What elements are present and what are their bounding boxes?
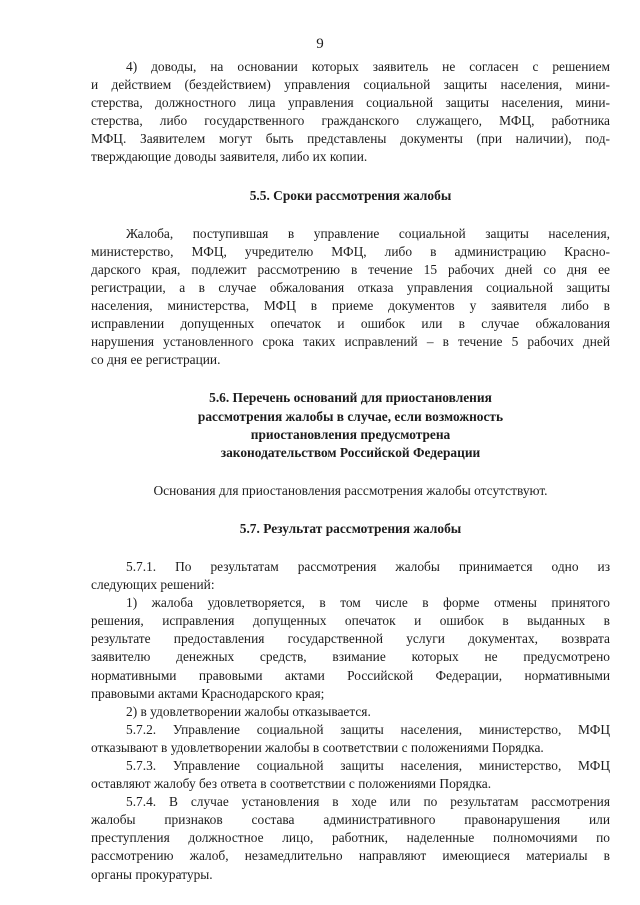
- text-line: законодательством Российской Федерации: [220, 444, 481, 460]
- text-line: министерство, МФЦ, учредителю МФЦ, либо в администрацию Красно-: [91, 243, 610, 259]
- paragraph: [91, 703, 610, 721]
- section-heading: [91, 520, 610, 538]
- text-line: 5.7.3. Управление социальной защиты населения, министерство, МФЦ: [126, 758, 610, 773]
- text-line: нарушения установленного срока таких исправлений – в течение 5 рабочих дней: [91, 334, 610, 350]
- page-number: 9: [316, 36, 324, 52]
- text-line: Основания для приостановления рассмотрения жалобы отсутствуют.: [153, 482, 548, 498]
- text-line: 5.6. Перечень оснований для приостановления: [209, 390, 492, 406]
- text-line: 5.7.2. Управление социальной защиты населения, министерство, МФЦ: [126, 721, 610, 737]
- text-line: преступления должностное лицо, работник, наделенные полномочиями по: [91, 830, 610, 846]
- paragraph: [91, 721, 610, 757]
- text-line: 4) доводы, на основании которых заявитель не согласен с решением: [126, 59, 610, 74]
- text-line: стерства, либо государственного гражданского служащего, МФЦ, работника: [91, 113, 610, 129]
- text-line: заявителю денежных средств, взимание которых не предусмотрено: [91, 649, 610, 665]
- paragraph: [91, 225, 610, 370]
- section-heading: [91, 187, 610, 205]
- text-line: рассмотрения жалобы в случае, если возможность: [197, 408, 504, 424]
- text-line: регистрации, а в случае обжалования отказа управления социальной защиты: [91, 279, 610, 295]
- text-line: правовыми актами Краснодарского края;: [91, 685, 325, 701]
- paragraph: [91, 757, 610, 793]
- centered-paragraph: [91, 482, 610, 500]
- text-line: жалобы признаков состава административного правонарушения или: [91, 812, 610, 828]
- text-line: стерства, должностного лица управления социальной защиты населения, мини-: [91, 95, 610, 111]
- text-line: приостановления предусмотрена: [250, 426, 451, 442]
- text-line: и действием (бездействием) управления социальной защиты населения, мини-: [91, 77, 610, 93]
- text-line: решения, исправления допущенных опечаток и ошибок в выданных в: [91, 613, 610, 629]
- paragraph: [91, 594, 610, 703]
- paragraph: [91, 558, 610, 594]
- text-line: 5.7.4. В случае установления в ходе или по результатам рассмотрения: [126, 794, 610, 810]
- text-line: нормативными правовыми актами Российской Федерации, нормативными: [91, 667, 610, 683]
- text-line: результате предоставления государственной услуги документах, возврата: [91, 631, 610, 647]
- document-body: [91, 58, 610, 884]
- text-line: органы прокуратуры.: [91, 866, 213, 882]
- text-line: отказывают в удовлетворении жалобы в соответствии с положениями Порядка.: [91, 739, 544, 755]
- text-line: рассмотрению жалоб, незамедлительно направляют имеющиеся материалы в: [91, 848, 610, 864]
- paragraph: [91, 793, 610, 883]
- text-line: оставляют жалобу без ответа в соответствии с положениями Порядка.: [91, 776, 492, 792]
- text-line: тверждающие доводы заявителя, либо их копии.: [91, 149, 368, 165]
- text-line: 5.7. Результат рассмотрения жалобы: [239, 520, 462, 536]
- text-line: МФЦ. Заявителем могут быть представлены документы (при наличии), под-: [91, 131, 610, 147]
- text-line: следующих решений:: [91, 577, 215, 593]
- text-line: 5.7.1. По результатам рассмотрения жалобы принимается одно из: [126, 558, 610, 574]
- text-line: Жалоба, поступившая в управление социальной защиты населения,: [126, 225, 610, 241]
- section-heading: [91, 389, 610, 461]
- text-line: исправлении допущенных опечаток и ошибок или в случае обжалования: [91, 316, 610, 332]
- text-line: 2) в удовлетворении жалобы отказывается.: [126, 703, 371, 719]
- text-line: со дня ее регистрации.: [91, 352, 221, 368]
- paragraph: [91, 58, 610, 167]
- text-line: населения, министерства, МФЦ в приеме документов у заявителя либо в: [91, 298, 610, 314]
- text-line: 5.5. Сроки рассмотрения жалобы: [249, 187, 452, 203]
- text-line: 1) жалоба удовлетворяется, в том числе в форме отмены принятого: [126, 595, 610, 611]
- text-line: дарского края, подлежит рассмотрению в течение 15 рабочих дней со дня ее: [91, 261, 610, 277]
